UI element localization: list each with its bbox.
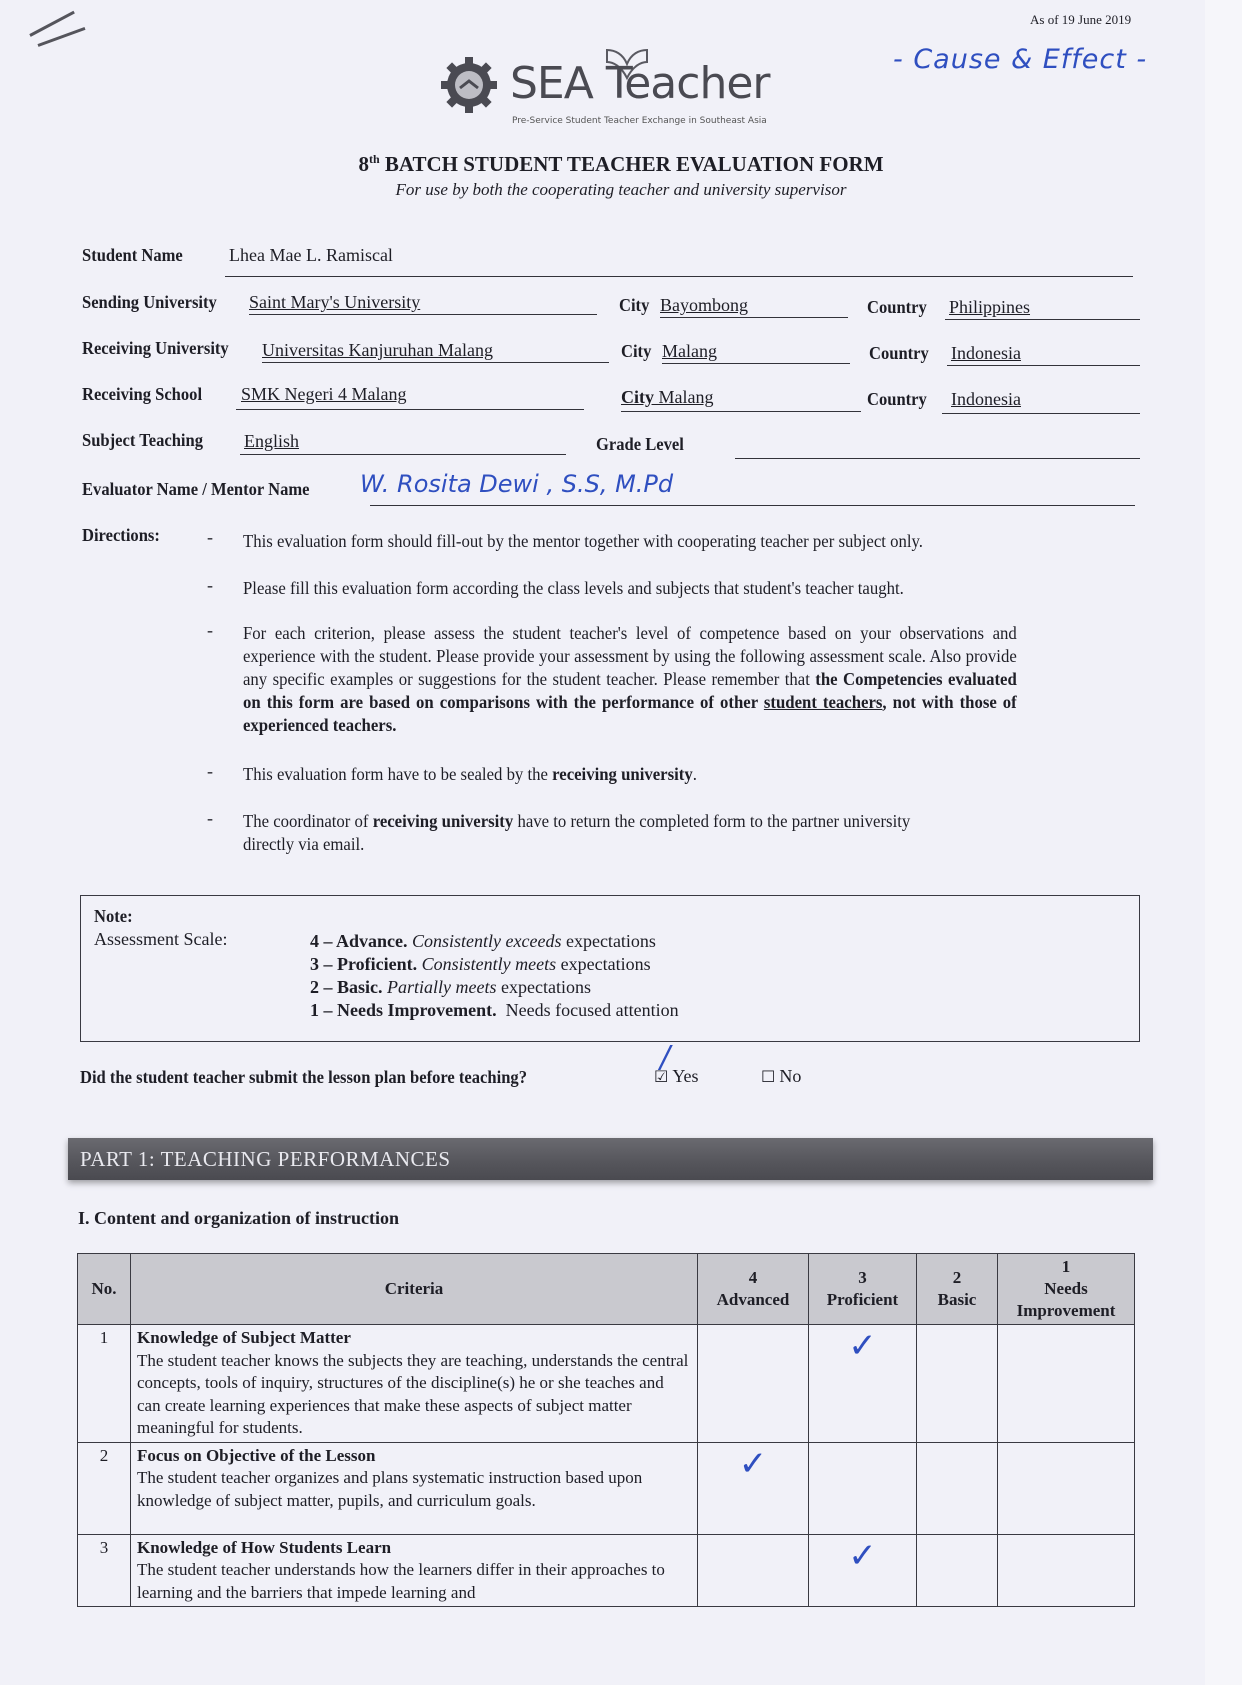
- sending-city-field[interactable]: Bayombong: [660, 295, 748, 315]
- assessment-scale-label: Assessment Scale:: [94, 929, 228, 949]
- sending-university-field[interactable]: Saint Mary's University: [249, 292, 421, 312]
- rating-cell-3[interactable]: [809, 1534, 917, 1607]
- direction-item-5-bold: receiving university: [372, 811, 514, 831]
- underline: [660, 317, 848, 318]
- underline: [735, 458, 1140, 459]
- scale-key: 4 – Advance.: [310, 931, 408, 951]
- rating-cell-2[interactable]: [917, 1534, 998, 1607]
- row-number: 2: [78, 1442, 131, 1534]
- criterion-description: The student teacher understands how the learners differ in their approaches to learning and the barriers that impede learning and: [137, 1560, 665, 1602]
- direction-item-5-line2: directly via email.: [243, 834, 365, 854]
- part1-title: PART 1: TEACHING PERFORMANCES: [80, 1147, 451, 1171]
- underline: [947, 365, 1140, 366]
- evaluator-name-label: Evaluator Name / Mentor Name: [82, 479, 310, 499]
- scale-rest: expectations: [496, 977, 591, 997]
- assessment-scale-note: [80, 895, 1140, 1042]
- scale-rest: Needs focused attention: [505, 1000, 679, 1020]
- subject-teaching-field[interactable]: English: [244, 431, 300, 451]
- version-date: As of 19 June 2019: [1030, 12, 1132, 27]
- criterion-title: Knowledge of How Students Learn: [137, 1537, 392, 1557]
- receiving-university-label: Receiving University: [82, 338, 229, 358]
- scale-key: 2 – Basic.: [310, 977, 383, 997]
- rating-cell-4[interactable]: [698, 1442, 809, 1534]
- yes-checkbox[interactable]: ☑: [654, 1067, 669, 1086]
- check-mark-icon: ✓: [848, 1535, 877, 1576]
- bullet: -: [207, 575, 213, 595]
- scale-item-2: [310, 977, 591, 998]
- receiving-country-label: Country: [869, 343, 929, 363]
- sea-teacher-logo: [440, 52, 800, 132]
- check-mark-icon: ✓: [738, 1443, 768, 1484]
- scale-italic: Consistently exceeds: [412, 931, 562, 951]
- yes-label: Yes: [672, 1066, 699, 1086]
- criterion: [131, 1534, 698, 1607]
- grade-level-label: Grade Level: [596, 434, 684, 454]
- col-num: 2: [952, 1268, 962, 1287]
- section-title: I. Content and organization of instruction: [78, 1208, 400, 1228]
- rating-cell-4[interactable]: [698, 1325, 809, 1443]
- form-subtitle: For use by both the cooperating teacher and university supervisor: [395, 180, 847, 199]
- evaluator-name-field[interactable]: W. Rosita Dewi , S.S, M.Pd: [360, 470, 674, 498]
- direction-item-3-bold: the Competencies evaluated on this form are based on comparisons with the performance of: [243, 669, 1017, 712]
- no-checkbox[interactable]: ☐: [761, 1067, 776, 1086]
- direction-item-4-end: .: [692, 764, 697, 784]
- col-no: No.: [78, 1254, 131, 1325]
- direction-item-3-underlined: student teachers: [763, 692, 883, 712]
- bullet: -: [207, 620, 213, 640]
- criterion-title: Knowledge of Subject Matter: [137, 1328, 351, 1347]
- receiving-school-label: Receiving School: [82, 384, 203, 404]
- bullet: -: [207, 527, 213, 547]
- scale-item-1: [310, 1000, 679, 1021]
- col-criteria: Criteria: [131, 1254, 698, 1325]
- scale-italic: Consistently meets: [421, 954, 557, 974]
- school-city-value: Malang: [658, 387, 714, 407]
- bullet: -: [207, 808, 213, 828]
- seameo-gear-icon: [440, 56, 498, 114]
- rating-cell-1[interactable]: [998, 1325, 1135, 1443]
- scale-italic: Partially meets: [387, 977, 497, 997]
- criterion-description: The student teacher knows the subjects they are teaching, understands the central concepts, tools of inquiry, structures of the discipline(s) he or she teaches and can create learning experiences that make these aspects of subject matter meaningful for students.: [137, 1350, 689, 1437]
- direction-item-3-bold-post: , not with those of experienced teachers.: [243, 692, 1017, 735]
- direction-item-1: This evaluation form should fill-out by the mentor together with cooperating teacher per subject only.: [243, 531, 923, 551]
- lesson-plan-question: Did the student teacher submit the lesson plan before teaching?: [80, 1067, 527, 1087]
- table-header-row: [78, 1254, 1135, 1325]
- batch-suffix: th: [368, 152, 380, 166]
- criterion-description: The student teacher organizes and plans systematic instruction based upon knowledge of subject matter, pupils, and curriculum goals.: [137, 1468, 643, 1510]
- sending-university-label: Sending University: [82, 292, 217, 312]
- direction-item-2: Please fill this evaluation form according the class levels and subjects that student's teacher taught.: [243, 578, 904, 598]
- underline: [945, 319, 1140, 320]
- receiving-school-field[interactable]: SMK Negeri 4 Malang: [241, 384, 407, 404]
- student-name-field[interactable]: Lhea Mae L. Ramiscal: [229, 245, 393, 265]
- direction-item-5-end: have to return the completed form to the partner university: [513, 811, 911, 831]
- subject-teaching-label: Subject Teaching: [82, 430, 204, 450]
- scale-key: 3 – Proficient.: [310, 954, 418, 974]
- col-needs-improvement: [998, 1254, 1135, 1325]
- col-num: 1: [1061, 1257, 1071, 1276]
- scale-rest: expectations: [561, 931, 656, 951]
- scale-key: 1 – Needs Improvement.: [310, 1000, 497, 1020]
- direction-item-4-text: This evaluation form have to be sealed by the: [243, 764, 553, 784]
- rating-cell-3[interactable]: [809, 1442, 917, 1534]
- row-number: 3: [78, 1534, 131, 1607]
- direction-item-3-text: For each criterion, please assess the student teacher's level of competence based on your observations and experience with the student. Please provide your assessment by using the following assessment scale. Also provide any specific examples or suggestions for the student teacher. Please remember that: [243, 623, 1017, 689]
- col-num: 4: [748, 1268, 758, 1287]
- col-label: Proficient: [826, 1290, 899, 1309]
- rating-cell-2[interactable]: [917, 1442, 998, 1534]
- rating-cell-4[interactable]: [698, 1534, 809, 1607]
- criteria-table: [77, 1253, 1135, 1607]
- bullet: -: [207, 761, 213, 781]
- page-edge: [1205, 0, 1242, 1685]
- direction-item-5: [243, 810, 910, 856]
- school-country-label: Country: [867, 389, 927, 409]
- handwritten-check-icon: /: [660, 1040, 671, 1075]
- col-num: 3: [858, 1268, 867, 1287]
- logo-tagline: Pre-Service Student Teacher Exchange in Southeast Asia: [512, 116, 767, 126]
- table-row: [78, 1442, 1135, 1534]
- underline: [236, 409, 584, 410]
- col-advanced: [698, 1254, 809, 1325]
- direction-item-4: [243, 763, 697, 786]
- sending-country-field[interactable]: Philippines: [949, 297, 1031, 317]
- direction-item-3: [243, 622, 1017, 737]
- scale-rest: expectations: [556, 954, 651, 974]
- sending-city-label: City: [619, 295, 650, 315]
- underline: [662, 363, 850, 364]
- col-label: Needs Improvement: [1016, 1279, 1116, 1320]
- title-text: BATCH STUDENT TEACHER EVALUATION FORM: [379, 152, 884, 176]
- underline: [942, 413, 1140, 414]
- col-basic: [917, 1254, 998, 1325]
- rating-cell-3[interactable]: [809, 1325, 917, 1443]
- school-country-field[interactable]: Indonesia: [951, 389, 1021, 409]
- underline: [262, 362, 609, 363]
- check-mark-icon: ✓: [848, 1326, 877, 1366]
- school-city-field[interactable]: [621, 387, 713, 408]
- receiving-city-field[interactable]: Malang: [662, 341, 717, 361]
- criterion-title: Focus on Objective of the Lesson: [137, 1445, 376, 1465]
- receiving-country-field[interactable]: Indonesia: [951, 343, 1021, 363]
- student-name-label: Student Name: [82, 245, 183, 265]
- criterion: [131, 1442, 698, 1534]
- form-title: [0, 152, 1242, 177]
- col-label: Advanced: [716, 1290, 790, 1309]
- table-row: [78, 1534, 1135, 1607]
- note-title: Note:: [94, 906, 133, 926]
- lesson-plan-no-option[interactable]: [761, 1066, 801, 1087]
- underline: [240, 454, 566, 455]
- batch-number: 8: [358, 152, 369, 176]
- col-proficient: [809, 1254, 917, 1325]
- receiving-city-label: City: [621, 341, 652, 361]
- col-label: Basic: [937, 1290, 977, 1309]
- rating-cell-1[interactable]: [998, 1534, 1135, 1607]
- direction-item-5-text: The coordinator of: [243, 811, 373, 831]
- receiving-university-field[interactable]: Universitas Kanjuruhan Malang: [262, 340, 493, 360]
- school-city-label: City: [621, 387, 654, 407]
- student-name-underline: [225, 276, 1133, 277]
- scale-item-3: [310, 954, 651, 975]
- underline: [249, 314, 597, 315]
- underline: [370, 505, 1135, 506]
- handwritten-note: - Cause & Effect -: [893, 44, 1148, 75]
- rating-cell-1[interactable]: [998, 1442, 1135, 1534]
- direction-item-3-bold-pre: other: [720, 692, 764, 712]
- table-row: [78, 1325, 1135, 1443]
- part1-header-bar: [68, 1138, 1153, 1180]
- criterion: [131, 1325, 698, 1443]
- directions-label: Directions:: [82, 525, 160, 545]
- no-label: No: [779, 1066, 802, 1086]
- row-number: 1: [78, 1325, 131, 1443]
- direction-item-4-bold: receiving university: [552, 764, 693, 784]
- staple-mark: [37, 27, 85, 47]
- underline: [621, 411, 861, 412]
- scale-item-4: [310, 931, 656, 952]
- logo-wordmark: SEA Teacher: [510, 58, 770, 109]
- sending-country-label: Country: [867, 297, 927, 317]
- rating-cell-2[interactable]: [917, 1325, 998, 1443]
